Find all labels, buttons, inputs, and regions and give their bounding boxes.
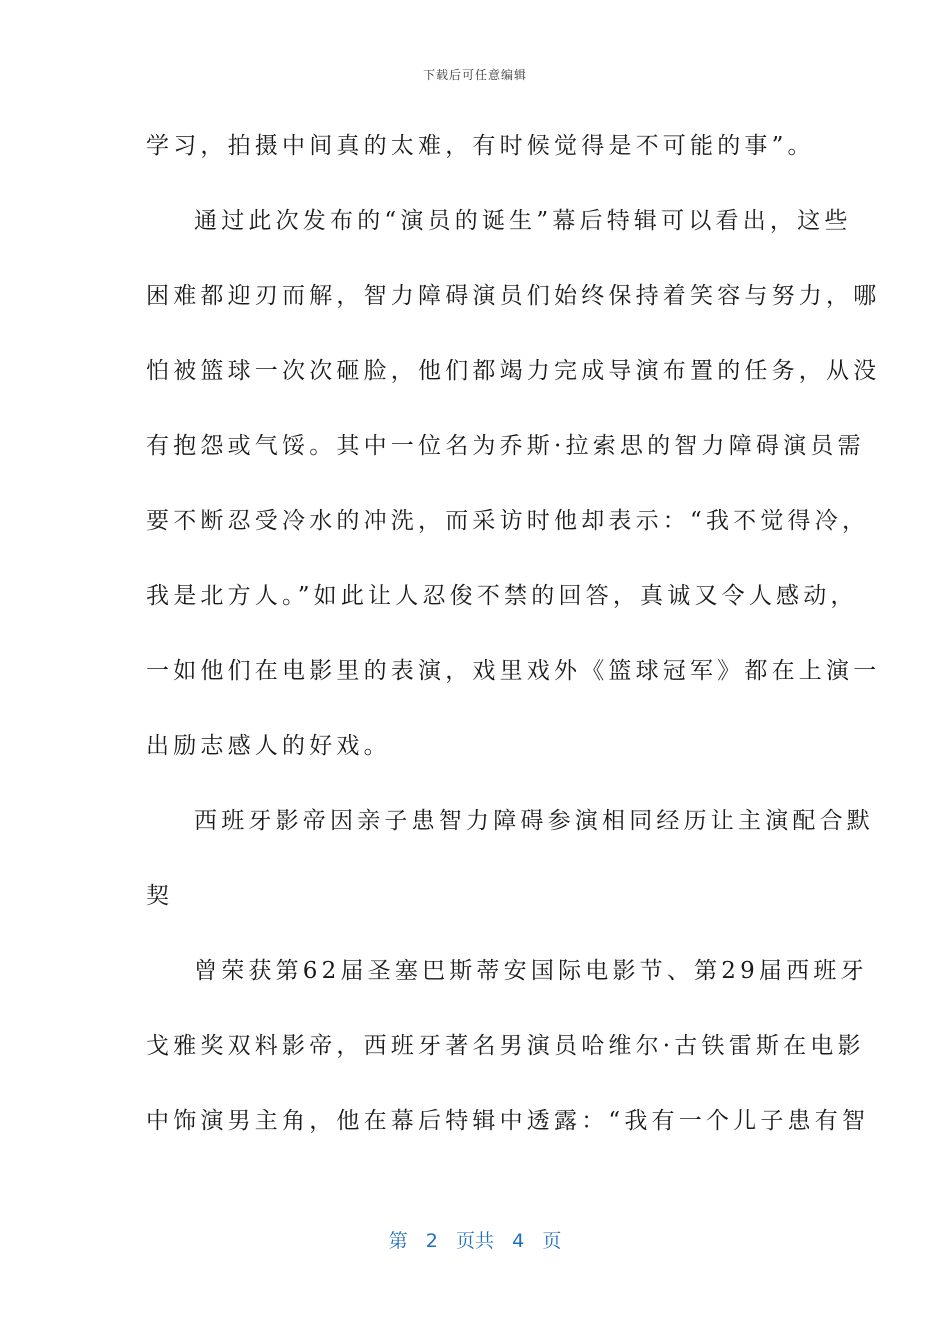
paragraph-line: 困难都迎刃而解，智力障碍演员们始终保持着笑容与努力，哪 <box>146 283 881 309</box>
section-heading-line: 契 <box>146 883 174 909</box>
paragraph-line: 有抱怨或气馁。其中一位名为乔斯·拉索思的智力障碍演员需 <box>146 433 865 459</box>
paragraph-line: 学习，拍摄中间真的太难，有时候觉得是不可能的事”。 <box>146 133 815 159</box>
paragraph-line: 戈雅奖双料影帝，西班牙著名男演员哈维尔·古铁雷斯在电影 <box>146 1033 865 1059</box>
paragraph-line: 出励志感人的好戏。 <box>146 733 391 759</box>
section-heading-line: 西班牙影帝因亲子患智力障碍参演相同经历让主演配合默 <box>194 808 874 834</box>
paragraph-line: 我是北方人。”如此让人忍俊不禁的回答，真诚又令人感动， <box>146 583 858 609</box>
paragraph-line: 怕被篮球一次次砸脸，他们都竭力完成导演布置的任务，从没 <box>146 358 881 384</box>
paragraph-line: 要不断忍受冷水的冲洗，而采访时他却表示：“我不觉得冷， <box>146 508 870 534</box>
paragraph-line: 曾荣获第62届圣塞巴斯蒂安国际电影节、第29届西班牙 <box>194 958 868 984</box>
paragraph-line: 一如他们在电影里的表演，戏里戏外《篮球冠军》都在上演一 <box>146 658 881 684</box>
paragraph-line: 通过此次发布的“演员的诞生”幕后特辑可以看出，这些 <box>194 208 852 234</box>
footer-middle: 页共 <box>455 1230 494 1252</box>
page-footer <box>0 1226 950 1253</box>
total-pages-number: 4 <box>512 1230 525 1252</box>
paragraph-line: 中饰演男主角，他在幕后特辑中透露：“我有一个儿子患有智 <box>146 1108 870 1134</box>
footer-suffix: 页 <box>542 1230 562 1252</box>
footer-prefix: 第 <box>388 1230 408 1252</box>
current-page-number: 2 <box>425 1230 438 1252</box>
page-header: 下载后可任意编辑 <box>422 68 527 82</box>
